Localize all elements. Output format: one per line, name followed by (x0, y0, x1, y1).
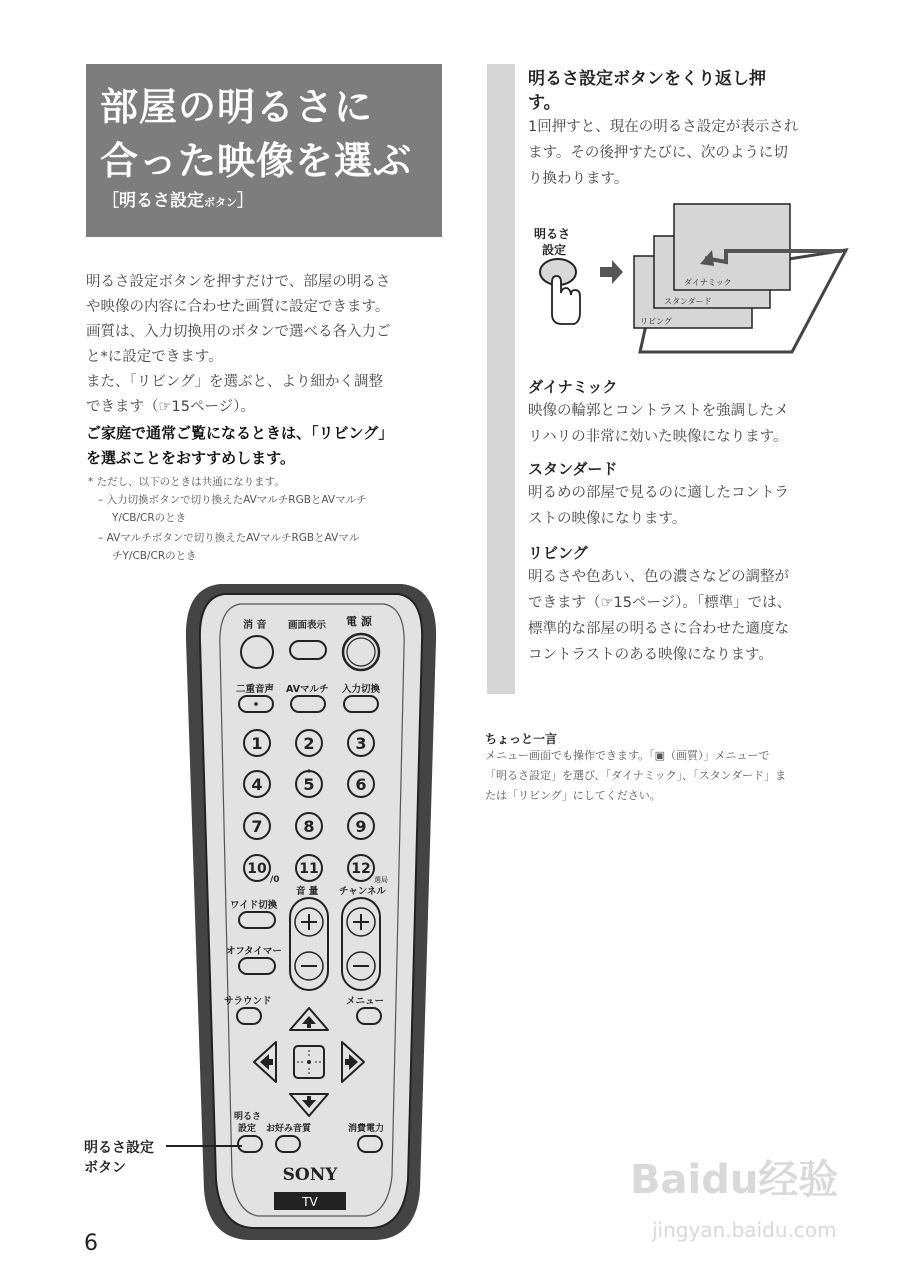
diagram-button-label: 明るさ (534, 227, 571, 241)
watermark-url: jingyan.baidu.com (652, 1218, 837, 1242)
tip-line: メニュー画面でも操作できます。「▣（画質）」メニューで (485, 749, 770, 762)
number-label: 1 (251, 734, 263, 753)
page-number: 6 (84, 1231, 98, 1256)
number-label: 12 (351, 861, 371, 877)
label-wide: ワイド切換 (230, 900, 278, 911)
footnote-line: * ただし、以下のときは共通になります。 (88, 476, 285, 488)
watermark: Baidu经验 (630, 1157, 839, 1203)
remote-callout (84, 1138, 154, 1178)
surround-button (237, 1008, 261, 1024)
mode-desc: コントラストのある映像になります。 (528, 647, 773, 663)
arrow-right-icon (600, 260, 623, 284)
footnote-line: – AVマルチボタンで切り換えたAVマルチRGBとAVマル (98, 532, 360, 544)
wide-button (239, 912, 275, 928)
mode-desc: 明るめの部屋で見るのに適したコントラ (528, 485, 789, 501)
intro-line: や映像の内容に合わせた画質に設定できます。 (86, 299, 390, 315)
mode-title-living: リビング (528, 544, 588, 562)
brightness-button (238, 1136, 262, 1152)
label-volume: 音 量 (296, 886, 319, 897)
tip-line: たは「リビング」にしてください。 (485, 789, 661, 802)
title-block (86, 64, 442, 237)
number-5-dot (307, 769, 310, 772)
step-body: り換わります。 (528, 171, 629, 187)
mode-desc: 明るさや色あい、色の濃さなどの調整が (528, 569, 789, 585)
callout-line: 明るさ設定 (84, 1140, 154, 1156)
brand-logo: SONY (282, 1165, 338, 1185)
brightness-diagram (520, 196, 860, 361)
diagram-button-label: 設定 (542, 243, 567, 257)
intro-line: できます（☞15ページ）。 (86, 399, 255, 415)
mode-desc: 映像の輪郭とコントラストを強調したメ (528, 403, 789, 419)
recommend-note: ご家庭で通常ご覧になるときは、「リビング」 (86, 424, 394, 442)
enter-dot (307, 1060, 311, 1064)
label-favorite-sound: お好み音質 (266, 1124, 312, 1134)
footnote-line: – 入力切換ボタンで切り換えたAVマルチRGBとAVマルチ (98, 494, 367, 506)
label-ch-select: 選局 (374, 876, 388, 884)
intro-line: 明るさ設定ボタンを押すだけで、部屋の明るさ (86, 274, 391, 290)
av-multi-button (291, 696, 325, 712)
number-label: 2 (303, 734, 315, 753)
screen-label: リビング (640, 317, 672, 326)
subtitle-small: ボタン (204, 196, 237, 209)
off-timer-button (239, 958, 275, 974)
callout-line: ボタン (84, 1160, 126, 1176)
mode-desc: ストの映像になります。 (528, 511, 687, 527)
tv-badge-label: TV (302, 1195, 318, 1209)
recommend-note: を選ぶことをおすすめします。 (86, 449, 295, 467)
label-off-timer: オフタイマー (226, 946, 282, 957)
screen-label: スタンダード (664, 297, 712, 306)
display-button (290, 641, 326, 659)
step-bar (487, 64, 515, 694)
power-button (343, 634, 379, 670)
intro-line: 画質は、入力切換用のボタンで選べる各入力ご (86, 324, 391, 340)
intro-line: また、「リビング」を選ぶと、より細かく調整 (86, 374, 383, 390)
step-heading: 明るさ設定ボタンをくり返し押 (528, 69, 766, 89)
callout-leader-line (166, 1145, 242, 1147)
label-av-multi: AVマルチ (286, 684, 329, 695)
page-title-line1: 部屋の明るさに (100, 85, 374, 129)
footnote-line: Y/CB/CRのとき (112, 512, 187, 524)
tip-line: 「明るさ設定」を選び、「ダイナミック」、「スタンダード」ま (485, 769, 787, 782)
number-label: 11 (299, 861, 319, 877)
number-label: 8 (303, 817, 315, 836)
page-title-line2: 合った映像を選ぶ (100, 139, 413, 183)
mode-title-dynamic: ダイナミック (528, 378, 618, 396)
intro-line: と*に設定できます。 (86, 349, 223, 365)
number-label: 4 (251, 775, 263, 794)
number-label: 10 (247, 861, 267, 877)
label-brightness: 設定 (238, 1124, 257, 1134)
step-body: ます。その後押すたびに、次のように切 (528, 145, 788, 161)
label-brightness: 明るさ (234, 1112, 262, 1122)
number-label: 3 (355, 734, 367, 753)
label-power-saving: 消費電力 (348, 1124, 385, 1134)
input-button (344, 696, 378, 712)
menu-button (357, 1008, 381, 1024)
page-subtitle (102, 186, 254, 211)
mode-title-standard: スタンダード (528, 460, 618, 478)
subtitle-end: ］ (237, 191, 254, 211)
screen-label: ダイナミック (684, 278, 732, 287)
number-label: 7 (251, 817, 263, 836)
label-channel: チャンネル (339, 886, 386, 897)
mode-desc: できます（☞15ページ）。「標準」では、 (528, 595, 792, 611)
subtitle-main: ［明るさ設定 (102, 191, 204, 211)
label-dual-audio: 二重音声 (236, 684, 275, 695)
step-heading: す。 (528, 93, 561, 113)
label-menu: メニュー (346, 996, 385, 1007)
label-power: 電 源 (346, 615, 372, 628)
number-label: 9 (355, 817, 367, 836)
mode-desc: リハリの非常に効いた映像になります。 (528, 429, 788, 445)
power-saving-button (358, 1136, 382, 1152)
tip-title: ちょっと一言 (485, 732, 558, 746)
label-display: 画面表示 (288, 620, 327, 631)
mode-desc: 標準的な部屋の明るさに合わせた適度な (528, 621, 789, 637)
footnote-line: チY/CB/CRのとき (112, 550, 197, 562)
number-label: 5 (303, 775, 315, 794)
label-ten-suffix: /0 (270, 875, 280, 885)
favorite-sound-button (276, 1136, 300, 1152)
label-surround: サラウンド (224, 996, 272, 1007)
mute-button (241, 636, 273, 668)
label-input: 入力切換 (342, 684, 381, 695)
step-body: 1回押すと、現在の明るさ設定が表示され (528, 119, 799, 135)
label-mute: 消 音 (243, 620, 267, 631)
dual-audio-dot (254, 702, 258, 706)
number-label: 6 (355, 775, 367, 794)
